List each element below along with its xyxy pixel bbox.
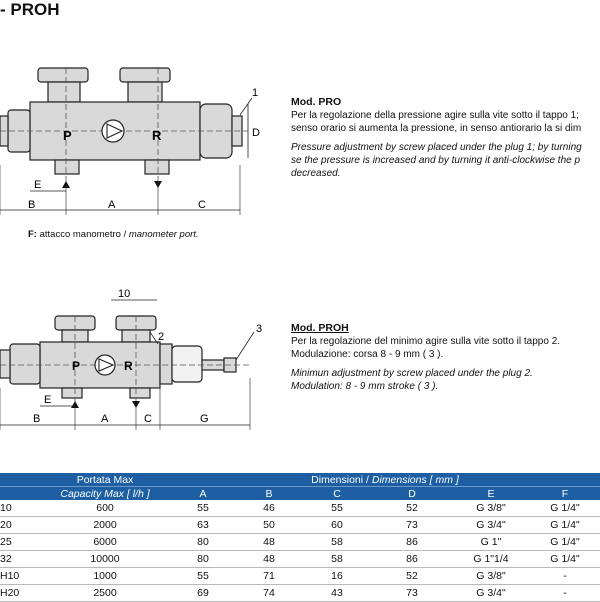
pro-label-a: A bbox=[108, 199, 116, 211]
header-capacity: Portata Max bbox=[40, 473, 170, 487]
cell-c: 58 bbox=[302, 551, 372, 568]
pro-en-line3: decreased. bbox=[291, 168, 341, 179]
pro-label-1: 1 bbox=[252, 87, 259, 99]
pro-label-e: E bbox=[34, 179, 42, 191]
pro-description bbox=[291, 96, 600, 180]
cell-capacity: 2000 bbox=[40, 517, 170, 534]
proh-description bbox=[291, 322, 600, 393]
cell-b: 50 bbox=[236, 517, 302, 534]
pro-heading: Mod. PRO bbox=[291, 96, 342, 108]
pro-it-line1: Per la regolazione della pressione agire sulla vite sotto il tappo 1; bbox=[291, 110, 579, 121]
cell-f: - bbox=[530, 568, 600, 585]
proh-en-line2: Modulation: 8 - 9 mm stroke ( 3 ). bbox=[291, 381, 439, 392]
header-col-f: F bbox=[530, 487, 600, 501]
cell-f: - bbox=[530, 585, 600, 602]
table-row bbox=[0, 500, 600, 517]
header-dimensions bbox=[170, 473, 600, 487]
cell-d: 86 bbox=[372, 551, 452, 568]
pro-label-c: C bbox=[198, 199, 206, 211]
proh-it-line1: Per la regolazione del minimo agire sulla vite sotto il tappo 2. bbox=[291, 336, 561, 347]
proh-heading: Mod. PROH bbox=[291, 322, 349, 334]
cell-e: G 1" bbox=[452, 534, 530, 551]
cell-e: G 3/4" bbox=[452, 585, 530, 602]
cell-a: 80 bbox=[170, 534, 236, 551]
cell-f: G 1/4" bbox=[530, 500, 600, 517]
cell-c: 58 bbox=[302, 534, 372, 551]
cell-b: 48 bbox=[236, 551, 302, 568]
cell-c: 43 bbox=[302, 585, 372, 602]
cell-e: G 3/8" bbox=[452, 500, 530, 517]
cell-capacity: 10000 bbox=[40, 551, 170, 568]
header-col-b: B bbox=[236, 487, 302, 501]
header-col-d: D bbox=[372, 487, 452, 501]
table-row bbox=[0, 551, 600, 568]
cell-model: 10 bbox=[0, 500, 40, 517]
table-row bbox=[0, 517, 600, 534]
table-header-row-1 bbox=[0, 473, 600, 487]
table-row bbox=[0, 568, 600, 585]
proh-valve-drawing bbox=[0, 288, 280, 438]
cell-d: 52 bbox=[372, 500, 452, 517]
cell-e: G 3/4" bbox=[452, 517, 530, 534]
cell-a: 55 bbox=[170, 500, 236, 517]
cell-c: 60 bbox=[302, 517, 372, 534]
cell-d: 73 bbox=[372, 585, 452, 602]
proh-label-p: P bbox=[72, 359, 81, 373]
cell-a: 63 bbox=[170, 517, 236, 534]
cell-c: 55 bbox=[302, 500, 372, 517]
cell-b: 48 bbox=[236, 534, 302, 551]
pro-label-b: B bbox=[28, 199, 36, 211]
pro-valve-drawing bbox=[0, 60, 280, 220]
header-col-e: E bbox=[452, 487, 530, 501]
proh-label-g: G bbox=[200, 413, 209, 425]
cell-model: 25 bbox=[0, 534, 40, 551]
proh-label-e: E bbox=[44, 394, 52, 406]
cell-e: G 1"1/4 bbox=[452, 551, 530, 568]
cell-model: 32 bbox=[0, 551, 40, 568]
caption-key: F: bbox=[28, 229, 37, 240]
table-row bbox=[0, 534, 600, 551]
proh-label-2: 2 bbox=[158, 331, 165, 343]
header-capacity-en: Capacity Max [ l/h ] bbox=[40, 487, 170, 501]
cell-model: 20 bbox=[0, 517, 40, 534]
pro-label-r: R bbox=[152, 128, 162, 143]
cell-a: 80 bbox=[170, 551, 236, 568]
cell-d: 73 bbox=[372, 517, 452, 534]
cell-b: 71 bbox=[236, 568, 302, 585]
cell-e: G 3/8" bbox=[452, 568, 530, 585]
cell-f: G 1/4" bbox=[530, 551, 600, 568]
cell-capacity: 2500 bbox=[40, 585, 170, 602]
pro-en-line1: Pressure adjustment by screw placed under the plug 1; by turning bbox=[291, 142, 582, 153]
cell-a: 69 bbox=[170, 585, 236, 602]
cell-d: 86 bbox=[372, 534, 452, 551]
cell-a: 55 bbox=[170, 568, 236, 585]
proh-it-line2: Modulazione: corsa 8 - 9 mm ( 3 ). bbox=[291, 349, 444, 360]
pro-label-d: D bbox=[252, 127, 260, 139]
header-dims-en: Dimensions [ mm ] bbox=[371, 473, 459, 486]
proh-label-a: A bbox=[101, 413, 109, 425]
caption-en: manometer port. bbox=[128, 229, 199, 240]
cell-b: 74 bbox=[236, 585, 302, 602]
pro-caption bbox=[28, 229, 199, 240]
cell-model: H20 bbox=[0, 585, 40, 602]
cell-capacity: 600 bbox=[40, 500, 170, 517]
proh-label-c: C bbox=[144, 413, 152, 425]
header-col-a: A bbox=[170, 487, 236, 501]
proh-label-10: 10 bbox=[118, 288, 131, 300]
page-title: - PROH bbox=[0, 0, 60, 19]
table-header-row-2 bbox=[0, 487, 600, 501]
cell-capacity: 6000 bbox=[40, 534, 170, 551]
cell-b: 46 bbox=[236, 500, 302, 517]
dimensions-table bbox=[0, 473, 600, 602]
proh-label-3: 3 bbox=[256, 323, 263, 335]
table-row bbox=[0, 585, 600, 602]
header-col-c: C bbox=[302, 487, 372, 501]
cell-f: G 1/4" bbox=[530, 534, 600, 551]
pro-it-line2: senso orario si aumenta la pressione, in senso antiorario la si dim bbox=[291, 123, 582, 134]
cell-capacity: 1000 bbox=[40, 568, 170, 585]
cell-f: G 1/4" bbox=[530, 517, 600, 534]
cell-d: 52 bbox=[372, 568, 452, 585]
proh-label-b: B bbox=[33, 413, 41, 425]
pro-label-p: P bbox=[63, 128, 72, 143]
cell-model: H10 bbox=[0, 568, 40, 585]
proh-en-line1: Minimun adjustment by screw placed under the plug 2. bbox=[291, 368, 533, 379]
pro-en-line2: se the pressure is increased and by turning it anti-clockwise the p bbox=[291, 155, 581, 166]
proh-label-r: R bbox=[124, 359, 133, 373]
caption-it: attacco manometro / bbox=[36, 229, 129, 240]
header-dims-it: Dimensioni / bbox=[311, 473, 372, 486]
cell-c: 16 bbox=[302, 568, 372, 585]
